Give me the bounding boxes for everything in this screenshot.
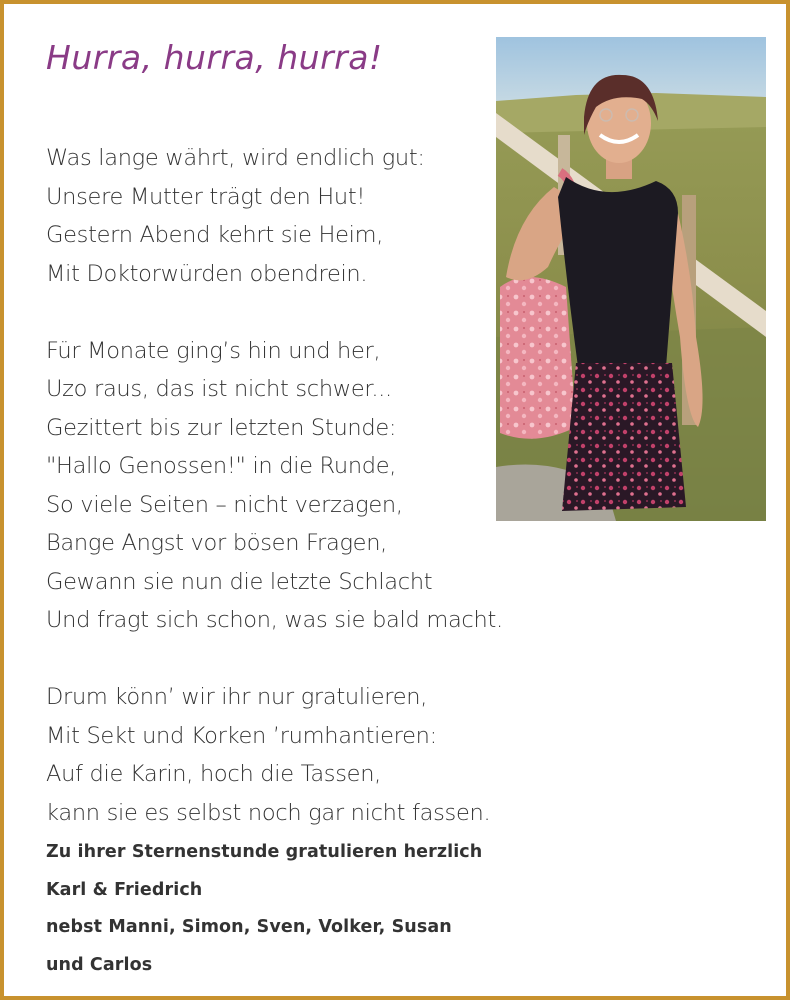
poem-line: Auf die Karin, hoch die Tassen, — [46, 761, 382, 787]
poem-stanza-3 — [46, 678, 576, 832]
signature-block — [46, 834, 482, 984]
stanza-gap — [46, 640, 576, 679]
poem-line: Bange Angst vor bösen Fragen, — [46, 530, 388, 556]
poem-line: Mit Doktorwürden obendrein. — [46, 260, 368, 287]
poem-line: kann sie es selbst noch gar nicht fassen. — [46, 799, 491, 826]
poem-line: Und fragt sich schon, was sie bald macht. — [46, 607, 503, 633]
signature-line: Zu ihrer Sternenstunde gratulieren herzlich — [46, 842, 483, 862]
poem-line: Gestern Abend kehrt sie Heim, — [46, 222, 384, 248]
poem-line: Gewann sie nun die letzte Schlacht — [46, 568, 433, 595]
poem-line: Was lange währt, wird endlich gut: — [46, 145, 425, 171]
signature-line: nebst Manni, Simon, Sven, Volker, Susan — [46, 917, 452, 937]
headline: Hurra, hurra, hurra! — [46, 38, 383, 77]
signature-line: und Carlos — [46, 954, 153, 975]
poem-line: So viele Seiten – nicht verzagen, — [46, 491, 403, 518]
poem-line: "Hallo Genossen!" in die Runde, — [46, 453, 397, 479]
poem-line: Gezittert bis zur letzten Stunde: — [46, 414, 397, 441]
poem-line: Uzo raus, das ist nicht schwer... — [46, 376, 392, 402]
poem-line: Unsere Mutter trägt den Hut! — [46, 183, 366, 210]
poem-line: Für Monate ging’s hin und her, — [46, 337, 381, 364]
portrait-photo-illustration — [496, 37, 766, 521]
portrait-photo — [496, 37, 766, 521]
signature-line: Karl & Friedrich — [46, 879, 203, 900]
poem-line: Mit Sekt und Korken ’rumhantieren: — [46, 722, 437, 749]
poem-line: Drum könn’ wir ihr nur gratulieren, — [46, 684, 428, 710]
